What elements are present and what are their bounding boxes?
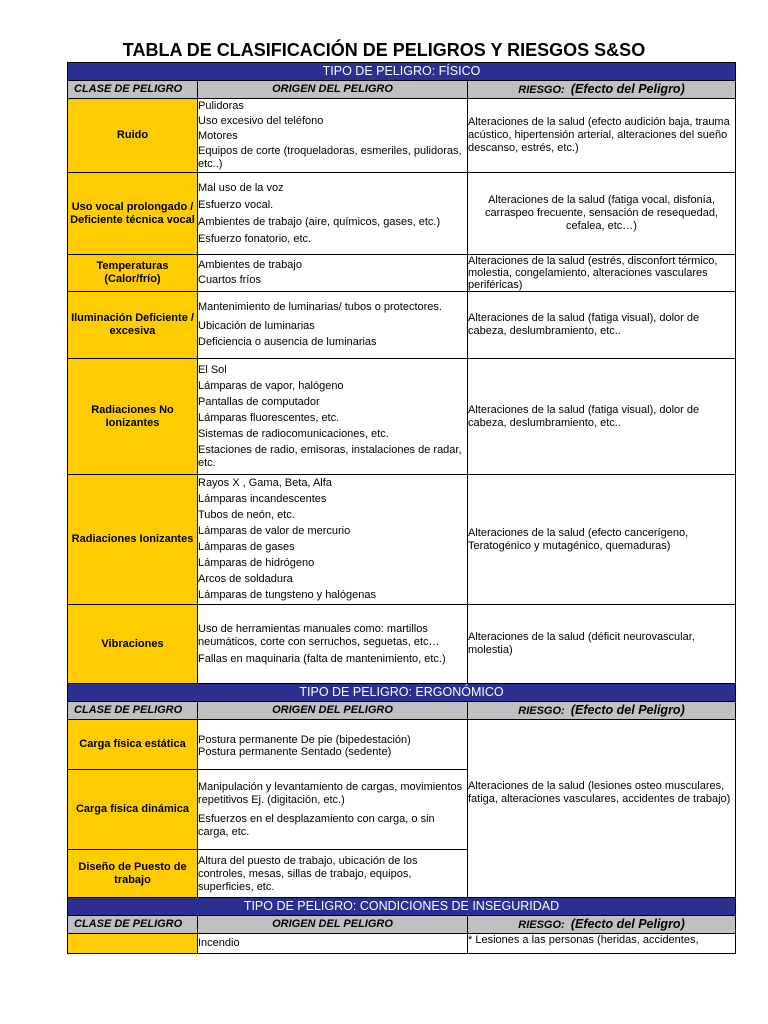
hazard-class: Radiaciones Ionizantes bbox=[68, 475, 198, 605]
header-row bbox=[68, 702, 736, 720]
hazard-class: Iluminación Deficiente / excesiva bbox=[68, 292, 198, 359]
header-riesgo: RIESGO: (Efecto del Peligro) bbox=[468, 916, 736, 934]
hazard-origin: Altura del puesto de trabajo, ubicación de los controles, mesas, sillas de trabajo, equipos, superficies, etc. bbox=[198, 850, 468, 898]
hazard-origin: Mantenimiento de luminarias/ tubos o protectores. Ubicación de luminarias Deficiencia o ausencia de luminarias bbox=[198, 292, 468, 359]
hazard-class: Carga física estática bbox=[68, 720, 198, 770]
hazard-risk: Alteraciones de la salud (efecto audición baja, trauma acústico, hipertensión arterial, alteraciones del sueño descanso, estrés, etc.) bbox=[468, 99, 736, 173]
section-band-fisico: TIPO DE PELIGRO: FÍSICO bbox=[68, 63, 736, 81]
hazard-origin: Mal uso de la voz Esfuerzo vocal. Ambientes de trabajo (aire, químicos, gases, etc.) Esfuerzo fonatorio, etc. bbox=[198, 173, 468, 255]
hazard-origin: Manipulación y levantamiento de cargas, movimientos repetitivos Ej. (digitación, etc.) Esfuerzos en el desplazamiento con carga, o sin carga, etc. bbox=[198, 770, 468, 850]
hazard-risk: Alteraciones de la salud (fatiga vocal, disfonía, carraspeo frecuente, sensación de resequedad, cefalea, etc…) bbox=[468, 173, 736, 255]
hazard-risk: Alteraciones de la salud (estrés, disconfort térmico, molestia, congelamiento, alteraciones vasculares periféricas) bbox=[468, 255, 736, 292]
header-riesgo: RIESGO: (Efecto del Peligro) bbox=[468, 81, 736, 99]
hazard-origin: Ambientes de trabajo Cuartos fríos bbox=[198, 255, 468, 292]
hazard-table bbox=[67, 62, 736, 954]
hazard-origin: Pulidoras Uso excesivo del teléfono Motores Equipos de corte (troqueladoras, esmeriles, pulidoras, etc..) bbox=[198, 99, 468, 173]
hazard-class: Diseño de Puesto de trabajo bbox=[68, 850, 198, 898]
hazard-risk: Alteraciones de la salud (déficit neurovascular, molestia) bbox=[468, 605, 736, 684]
header-origen: ORIGEN DEL PELIGRO bbox=[198, 81, 468, 99]
header-clase: CLASE DE PELIGRO bbox=[68, 916, 198, 934]
hazard-origin: El Sol Lámparas de vapor, halógeno Pantallas de computador Lámparas fluorescentes, etc. Sistemas de radiocomunicaciones, etc. Estaciones de radio, emisoras, instalaciones de radar, etc. bbox=[198, 359, 468, 475]
header-origen: ORIGEN DEL PELIGRO bbox=[198, 916, 468, 934]
header-clase: CLASE DE PELIGRO bbox=[68, 702, 198, 720]
section-band-inseguridad: TIPO DE PELIGRO: CONDICIONES DE INSEGURIDAD bbox=[68, 898, 736, 916]
header-riesgo: RIESGO: (Efecto del Peligro) bbox=[468, 702, 736, 720]
table-row bbox=[68, 475, 736, 605]
table-row bbox=[68, 359, 736, 475]
hazard-class: Vibraciones bbox=[68, 605, 198, 684]
hazard-risk: Alteraciones de la salud (fatiga visual), dolor de cabeza, deslumbramiento, etc.. bbox=[468, 292, 736, 359]
hazard-risk: * Lesiones a las personas (heridas, accidentes, bbox=[468, 934, 736, 954]
hazard-class bbox=[68, 934, 198, 954]
hazard-class: Radiaciones No Ionizantes bbox=[68, 359, 198, 475]
section-band-ergonomico: TIPO DE PELIGRO: ERGONÓMICO bbox=[68, 684, 736, 702]
table-row bbox=[68, 292, 736, 359]
hazard-risk: Alteraciones de la salud (lesiones osteo musculares, fatiga, alteraciones vasculares, accidentes de trabajo) bbox=[468, 720, 736, 898]
hazard-origin: Postura permanente De pie (bipedestación) Postura permanente Sentado (sedente) bbox=[198, 720, 468, 770]
hazard-risk: Alteraciones de la salud (fatiga visual), dolor de cabeza, deslumbramiento, etc.. bbox=[468, 359, 736, 475]
hazard-class: Carga física dinámica bbox=[68, 770, 198, 850]
hazard-risk: Alteraciones de la salud (efecto cancerígeno, Teratogénico y mutagénico, quemaduras) bbox=[468, 475, 736, 605]
hazard-origin: Incendio bbox=[198, 934, 468, 954]
table-row bbox=[68, 934, 736, 954]
hazard-class: Uso vocal prolongado / Deficiente técnica vocal bbox=[68, 173, 198, 255]
header-row bbox=[68, 916, 736, 934]
table-row bbox=[68, 720, 736, 770]
table-row bbox=[68, 173, 736, 255]
hazard-class: Ruido bbox=[68, 99, 198, 173]
hazard-origin: Uso de herramientas manuales como: martillos neumáticos, corte con serruchos, seguetas, etc… Fallas en maquinaria (falta de mantenimiento, etc.) bbox=[198, 605, 468, 684]
table-row bbox=[68, 605, 736, 684]
hazard-origin: Rayos X , Gama, Beta, Alfa Lámparas incandescentes Tubos de neón, etc. Lámparas de valor de mercurio Lámparas de gases Lámparas de hidrógeno Arcos de soldadura Lámparas de tungsteno y halógenas bbox=[198, 475, 468, 605]
document-title: TABLA DE CLASIFICACIÓN DE PELIGROS Y RIESGOS S&SO bbox=[122, 40, 646, 60]
hazard-class: Temperaturas (Calor/frío) bbox=[68, 255, 198, 292]
table-row bbox=[68, 255, 736, 292]
header-row bbox=[68, 81, 736, 99]
header-origen: ORIGEN DEL PELIGRO bbox=[198, 702, 468, 720]
header-clase: CLASE DE PELIGRO bbox=[68, 81, 198, 99]
table-row bbox=[68, 99, 736, 173]
